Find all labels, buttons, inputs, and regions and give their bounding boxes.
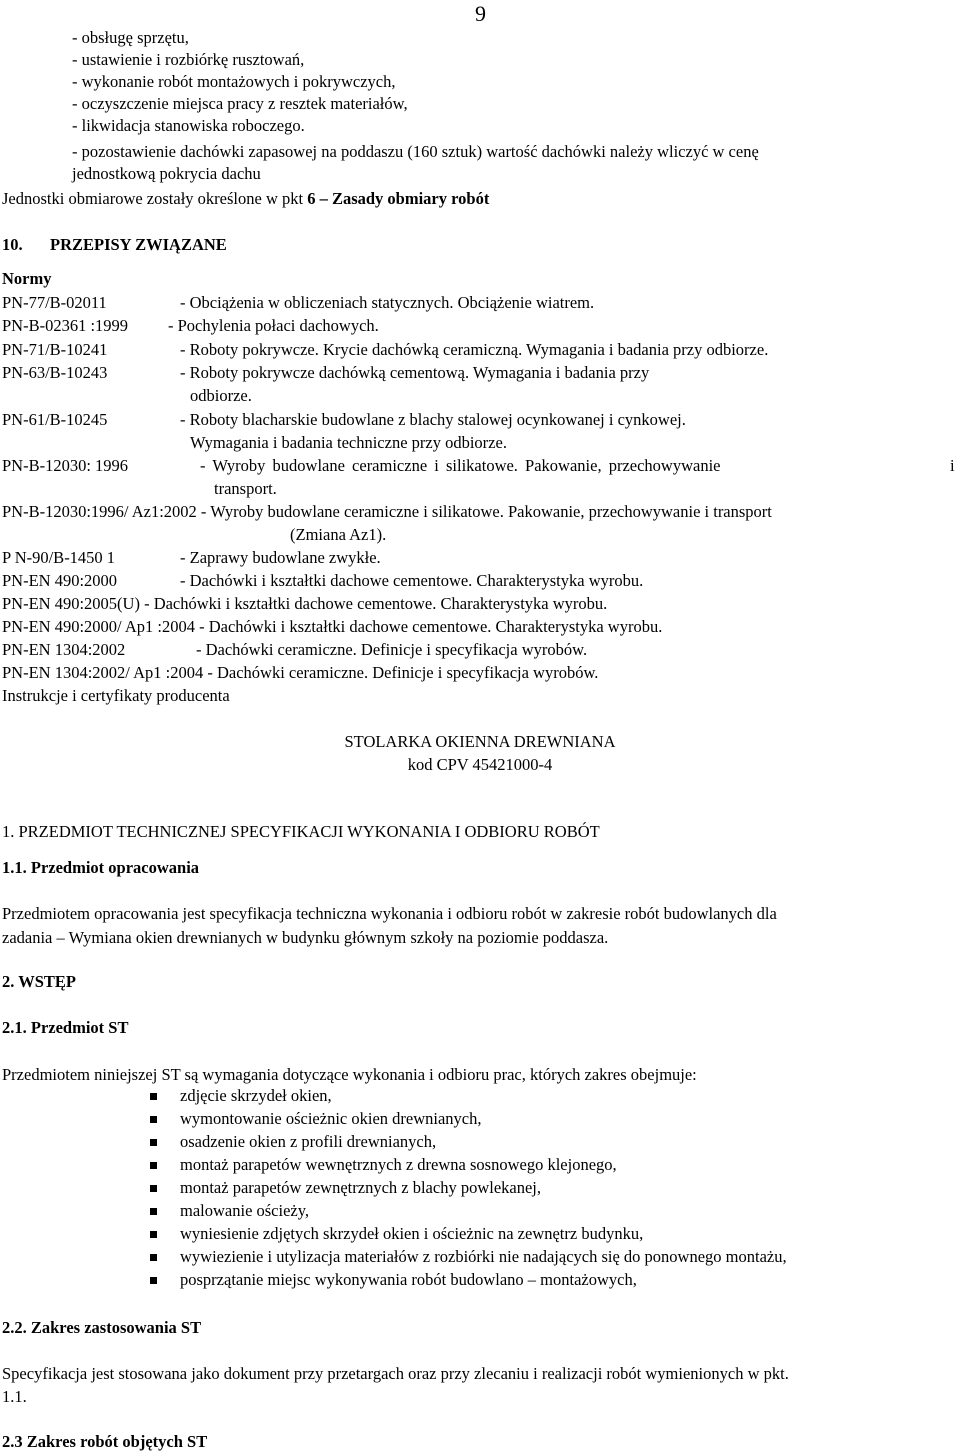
normy-heading: Normy [2,269,52,288]
list-item: - wykonanie robót montażowych i pokrywczych, [72,72,396,91]
units-note-ref: 6 – Zasady obmiary robót [307,189,490,208]
standard-code: PN-EN 1304:2002 [2,640,126,659]
bullet-icon [150,1162,157,1169]
standard-desc: - Pochylenia połaci dachowych. [168,316,379,335]
standard-desc: - Obciążenia w obliczeniach statycznych. Obciążenie wiatrem. [180,293,595,312]
standard-code: PN-77/B-02011 [2,293,107,312]
bullet-item: montaż parapetów zewnętrznych z blachy powlekanej, [180,1178,542,1197]
standard-desc: - Dachówki i kształtki dachowe cementowe. Charakterystyka wyrobu. [180,571,644,590]
standard-code: PN-63/B-10243 [2,363,108,382]
standard-code: PN-B-12030: 1996 [2,456,129,475]
standard-desc-continuation: transport. [214,479,277,498]
standard-code: PN-61/B-10245 [2,410,108,429]
standard-code: PN-EN 490:2000 [2,571,118,590]
standard-desc-continuation: odbiorze. [190,386,252,405]
standard-desc: - Roboty blacharskie budowlane z blachy stalowej ocynkowanej i cynkowej. [180,410,686,429]
standard-desc-continuation: (Zmiana Az1). [290,525,387,544]
bullet-item: montaż parapetów wewnętrznych z drewna sosnowego klejonego, [180,1155,617,1174]
bullet-item: posprzątanie miejsc wykonywania robót budowlano – montażowych, [180,1270,637,1289]
standard-desc: - Dachówki ceramiczne. Definicje i specyfikacja wyrobów. [196,640,588,659]
bullet-icon [150,1185,157,1192]
units-note-text: Jednostki obmiarowe zostały określone w pkt [2,189,308,208]
standard-desc: - Zaprawy budowlane zwykłe. [180,548,381,567]
paragraph-line: zadania – Wymiana okien drewnianych w budynku głównym szkoły na poziomie poddasza. [2,928,609,947]
standard-desc: - Roboty pokrywcze dachówką cementową. Wymagania i badania przy [180,363,650,382]
standard-code: PN-B-02361 :1999 [2,316,129,335]
bullet-icon [150,1208,157,1215]
instructions-line: Instrukcje i certyfikaty producenta [2,686,230,705]
section-number: 10. [2,235,23,254]
spec-cpv-code: kod CPV 45421000-4 [407,755,553,774]
spec-title: STOLARKA OKIENNA DREWNIANA [344,732,616,751]
bullet-icon [150,1231,157,1238]
paragraph-line: 1.1. [2,1387,27,1406]
bullet-icon [150,1116,157,1123]
list-item: - obsługę sprzętu, [72,28,189,47]
standard-line: PN-EN 1304:2002/ Ap1 :2004 - Dachówki ceramiczne. Definicje i specyfikacja wyrobów. [2,663,599,682]
subsection-heading: 2.1. Przedmiot ST [2,1018,129,1037]
subsection-heading: 2.2. Zakres zastosowania ST [2,1318,202,1337]
bullet-item: osadzenie okien z profili drewnianych, [180,1132,437,1151]
standard-desc: - Roboty pokrywcze. Krycie dachówką ceramiczną. Wymagania i badania przy odbiorze. [180,340,769,359]
list-item: - ustawienie i rozbiórkę rusztowań, [72,50,305,69]
standard-desc-continuation: Wymagania i badania techniczne przy odbiorze. [190,433,507,452]
bullet-icon [150,1277,157,1284]
section-title: PRZEPISY ZWIĄZANE [50,235,227,254]
paragraph-line: Przedmiotem opracowania jest specyfikacja techniczna wykonania i odbioru robót w zakresie robót budowlanych dla [2,904,777,923]
standard-code: P N-90/B-1450 1 [2,548,116,567]
subsection-heading: 2.3 Zakres robót objętych ST [2,1432,208,1451]
bullet-item: wywiezienie i utylizacja materiałów z rozbiórki nie nadających się do ponownego montażu, [180,1247,787,1266]
units-note [2,189,489,209]
list-item-continuation: jednostkową pokrycia dachu [72,164,261,183]
subsection-heading: 1.1. Przedmiot opracowania [2,858,200,877]
bullet-item: wyniesienie zdjętych skrzydeł okien i ościeżnic na zewnętrz budynku, [180,1224,644,1243]
section-heading: 1. PRZEDMIOT TECHNICZNEJ SPECYFIKACJI WYKONANIA I ODBIORU ROBÓT [2,822,600,841]
standard-desc-tail: i [950,456,955,475]
paragraph-line: Przedmiotem niniejszej ST są wymagania dotyczące wykonania i odbioru prac, których zakres obejmuje: [2,1065,697,1084]
list-item: - pozostawienie dachówki zapasowej na poddaszu (160 sztuk) wartość dachówki należy wliczyć w cenę [72,142,759,161]
bullet-icon [150,1093,157,1100]
paragraph-line: Specyfikacja jest stosowana jako dokument przy przetargach oraz przy zlecaniu i realizacji robót wymienionych w pkt. [2,1364,789,1383]
standard-desc: - Wyroby budowlane ceramiczne i silikatowe. Pakowanie, przechowywanie [200,456,721,475]
bullet-icon [150,1139,157,1146]
list-item: - oczyszczenie miejsca pracy z resztek materiałów, [72,94,408,113]
standard-line: PN-B-12030:1996/ Az1:2002 - Wyroby budowlane ceramiczne i silikatowe. Pakowanie, przechowywanie i transport [2,502,772,521]
standard-code: PN-71/B-10241 [2,340,108,359]
page-number: 9 [475,1,486,26]
bullet-item: wymontowanie ościeżnic okien drewnianych, [180,1109,482,1128]
bullet-item: zdjęcie skrzydeł okien, [180,1086,332,1105]
bullet-icon [150,1254,157,1261]
list-item: - likwidacja stanowiska roboczego. [72,116,305,135]
standard-line: PN-EN 490:2000/ Ap1 :2004 - Dachówki i kształtki dachowe cementowe. Charakterystyka wyrobu. [2,617,663,636]
bullet-item: malowanie ościeży, [180,1201,310,1220]
section-heading: 2. WSTĘP [2,972,76,991]
standard-line: PN-EN 490:2005(U) - Dachówki i kształtki dachowe cementowe. Charakterystyka wyrobu. [2,594,608,613]
